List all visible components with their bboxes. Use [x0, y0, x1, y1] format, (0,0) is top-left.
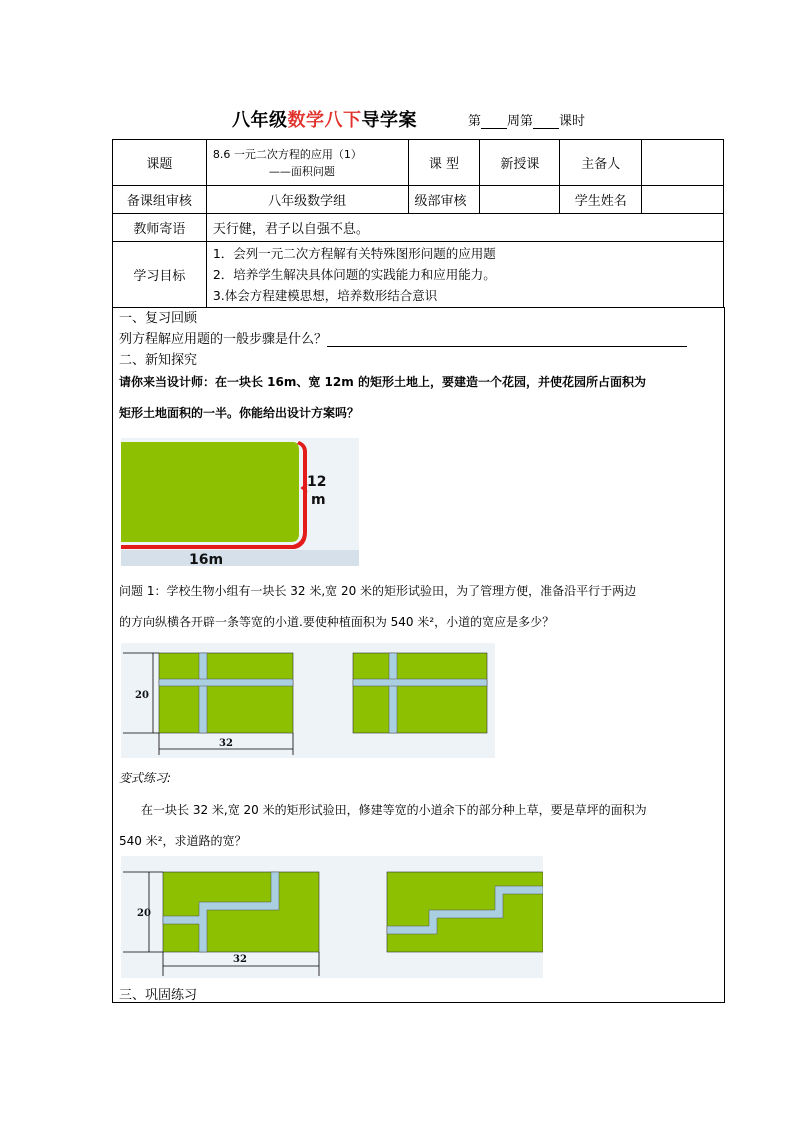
height-label: 12 [307, 474, 327, 490]
goals-label: 学习目标 [113, 242, 207, 308]
garden-figure [121, 438, 359, 566]
section-new-title: 二、新知探究 [119, 353, 198, 368]
table-row [113, 242, 724, 308]
title-doc: 导学案 [361, 110, 417, 131]
horizontal-road [353, 679, 487, 686]
answer-line[interactable] [327, 334, 687, 347]
problem-1: 问题 1：学校生物小组有一块长 32 米,宽 20 米的矩形试验田，为了管理方便，准备沿平行于两边 的方向纵横各开辟一条等宽的小道.要使种植面积为 540 米²，小道的宽应是多少？ [119, 584, 637, 629]
height-unit-label: m [311, 492, 326, 508]
preparer-value[interactable] [642, 140, 724, 186]
figure-ground-strip [121, 550, 359, 566]
review-value: 八年级数学组 [206, 186, 408, 214]
page-header [0, 106, 794, 132]
field-right [353, 653, 487, 733]
page-title [232, 106, 417, 132]
review-label: 备课组审核 [113, 186, 207, 214]
table-row [113, 140, 724, 186]
variant-title: 变式练习: [119, 771, 172, 785]
title-subject: 数学八下 [287, 110, 362, 131]
lesson-info-table [112, 139, 724, 308]
width-label: 32 [233, 954, 247, 965]
dept-label: 级部审核 [408, 186, 480, 214]
section-practice-title: 三、巩固练习 [119, 988, 198, 1003]
motto-value: 天行健，君子以自强不息。 [206, 214, 723, 242]
field-left [159, 653, 293, 733]
goals-list [206, 242, 723, 308]
week-blank[interactable] [481, 116, 507, 129]
table-row [113, 214, 724, 242]
review-question: 列方程解应用题的一般步骤是什么？ [119, 328, 687, 347]
topic-label: 课题 [113, 140, 207, 186]
week-lesson: 第 周第 课时 [468, 114, 586, 129]
topic-value: 8.6 一元二次方程的应用（1） ——面积问题 [206, 140, 408, 186]
height-label: 20 [137, 908, 151, 919]
type-value: 新授课 [480, 140, 560, 186]
field-left [163, 872, 319, 952]
preparer-label: 主备人 [560, 140, 642, 186]
table-row [113, 186, 724, 214]
vertical-road [199, 653, 207, 733]
variant-problem: 在一块长 32 米,宽 20 米的矩形试验田，修建等宽的小道余下的部分种上草，要是草坪的面积为 540 米²，求道路的宽？ [119, 803, 647, 848]
goal-item: 1．会列一元二次方程解有关特殊图形问题的应用题 [212, 246, 496, 261]
student-value[interactable] [642, 186, 724, 214]
content-area [112, 307, 725, 1003]
goal-item: 3.体会方程建模思想，培养数形结合意识 [212, 288, 438, 303]
design-problem: 请你来当设计师：在一块长 16m、宽 12m 的矩形土地上，要建造一个花园，并使花园所占面积为 矩形土地面积的一半。你能给出设计方案吗？ [119, 375, 646, 420]
width-label: 32 [219, 738, 233, 749]
motto-label: 教师寄语 [113, 214, 207, 242]
section-review-title: 一、复习回顾 [119, 311, 198, 326]
width-label: 16m [189, 552, 224, 566]
zigzag-road-figure [121, 856, 543, 978]
lesson-blank[interactable] [533, 116, 559, 129]
land-rectangle [121, 442, 299, 542]
cross-road-figure [121, 643, 495, 758]
vertical-road [389, 653, 397, 733]
horizontal-road [159, 679, 293, 686]
title-grade: 八年级 [232, 110, 288, 131]
goal-item: 2．培养学生解决具体问题的实践能力和应用能力。 [212, 267, 496, 282]
type-label: 课 型 [408, 140, 480, 186]
height-label: 20 [135, 690, 149, 701]
dept-value[interactable] [480, 186, 560, 214]
student-label: 学生姓名 [560, 186, 642, 214]
